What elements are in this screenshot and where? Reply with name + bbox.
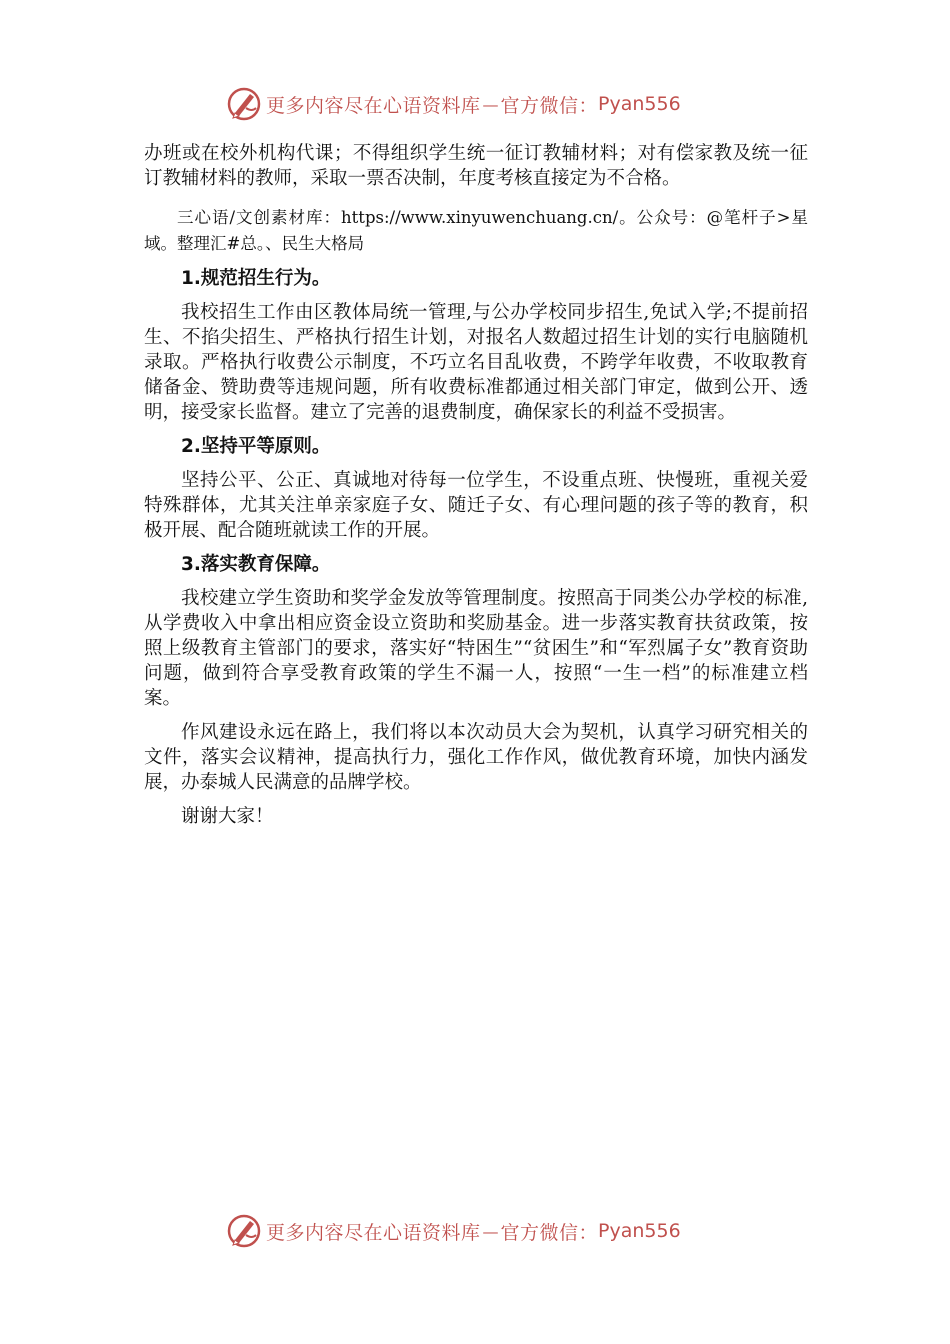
section-2-title: 2.坚持平等原则。 — [181, 436, 331, 457]
banner-separator: — — [482, 94, 499, 114]
pen-logo-icon — [226, 1213, 262, 1249]
pen-logo-icon — [226, 86, 262, 122]
section-3-title: 3.落实教育保障。 — [181, 554, 331, 575]
banner-site-text: 更多内容尽在心语资料库 — [266, 94, 481, 117]
banner-wechat-label: 官方微信： — [500, 1221, 599, 1244]
paragraph-closing: 作风建设永远在路上，我们将以本次动员大会为契机，认真学习研究相关的文件，落实会议精神，提高执行力，强化工作作风，做优教育环境，加快内涵发展，办泰城人民满意的品牌学校。 — [144, 722, 808, 793]
section-3-text: 我校建立学生资助和奖学金发放等管理制度。按照高于同类公办学校的标准,从学费收入中拿出相应资金设立资助和奖励基金。进一步落实教育扶贫政策，按照上级教育主管部门的要求，落实好“特困生”“贫困生”和“军烈属子女”教育资助问题，做到符合享受教育政策的学生不漏一人，按照“一生一档”的标准建立档案。 — [144, 588, 808, 709]
banner-wechat-label: 官方微信： — [500, 94, 599, 117]
paragraph-continued: 办班或在校外机构代课；不得组织学生统一征订教辅材料；对有偿家教及统一征订教辅材料的教师，采取一票否决制，年度考核直接定为不合格。 — [144, 143, 808, 189]
banner-wechat-id: Pyan556 — [598, 1220, 681, 1242]
footer-banner — [226, 1211, 681, 1251]
banner-site-text: 更多内容尽在心语资料库 — [266, 1221, 481, 1244]
document-body — [144, 141, 808, 829]
paragraph-promo: 三心语/文创素材库：https://www.xinyuwenchuang.cn/。公众号：@笔杆子>星域。整理汇#总。、民生大格局 — [144, 208, 808, 253]
section-2-text: 坚持公平、公正、真诚地对待每一位学生，不设重点班、快慢班，重视关爱特殊群体，尤其关注单亲家庭子女、随迁子女、有心理问题的孩子等的教育，积极开展、配合随班就读工作的开展。 — [144, 470, 808, 541]
banner-separator: — — [482, 1221, 499, 1241]
paragraph-thanks: 谢谢大家！ — [181, 806, 274, 827]
banner-wechat-id: Pyan556 — [598, 93, 681, 115]
section-1-title: 1.规范招生行为。 — [181, 268, 331, 289]
section-1-text: 我校招生工作由区教体局统一管理,与公办学校同步招生,免试入学;不提前招生、不掐尖招生、严格执行招生计划，对报名人数超过招生计划的实行电脑随机录取。严格执行收费公示制度，不巧立名目乱收费，不跨学年收费，不收取教育储备金、赞助费等违规问题，所有收费标准都通过相关部门审定，做到公开、透明，接受家长监督。建立了完善的退费制度，确保家长的利益不受损害。 — [144, 302, 808, 423]
header-banner — [226, 84, 681, 124]
